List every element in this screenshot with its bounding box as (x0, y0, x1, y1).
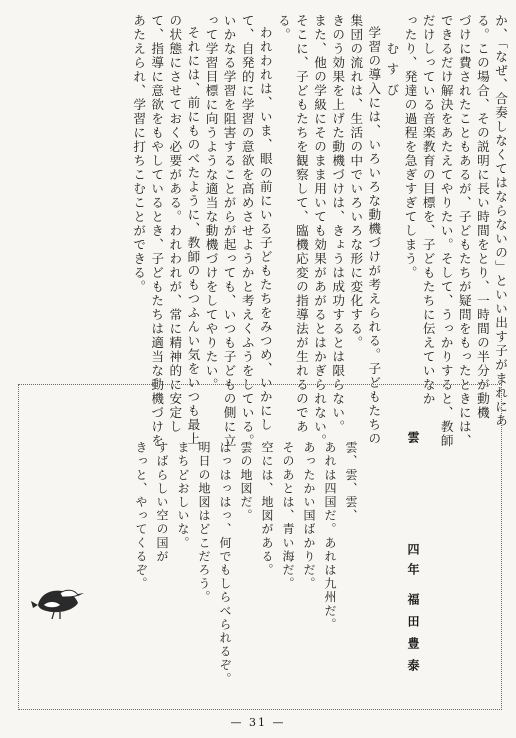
page-number: — 31 — (230, 716, 286, 729)
text-column: って学習目標に向うような適当な動機づけをしてやりたい。 (203, 14, 219, 392)
text-column: て、自発的に学習の意欲を高めさせようかと考えくふうをしている。 (239, 14, 255, 448)
poem-line: すばらしい空の国が (155, 441, 169, 564)
poem-line: そのあとは、青い海だ。 (281, 441, 295, 591)
bird-illustration (30, 575, 86, 623)
text-column: の状態にさせておく必要がある。われわれが、常に精神的に安定し (167, 14, 183, 434)
text-column: る。 (275, 14, 291, 42)
text-column: か、「なぜ、合奏しなくてはならないの」といい出す子がまれにあ (493, 14, 508, 428)
text-column: われわれは、いま、眼の前にいる子どもたちをみつめ、いかにし (257, 26, 273, 432)
text-column: だけしっている音楽教育の目標を、子どもたちに伝えていなか (420, 14, 436, 406)
poem-title: 雲 (406, 431, 420, 443)
text-column: る。この場合、その説明に長い時間をとり、一時間の半分が動機 (474, 14, 490, 420)
text-column: 集団の流れは、生活の中でいろいろな形に変化する。 (348, 14, 364, 350)
poem-lines (135, 441, 357, 691)
text-column: また、他の学級にそのまま用いても効果があがるとはかぎられない。 (312, 14, 328, 448)
text-column: できるだけ解決をあたえてやりたい。そして、うっかりすると、教師 (438, 14, 454, 448)
poem-line: まちどおしいな。 (176, 441, 190, 550)
text-column: ったり、発達の過程を急ぎすぎてしまう。 (402, 14, 418, 280)
poem-line: あったかい国ばかりだ。 (302, 441, 316, 591)
text-column: それには、前にものべたように、教師のもつふんい気をいつも最上 (185, 26, 201, 446)
poem-line: 雲、雲、雲、 (344, 441, 358, 523)
poem-line: 明日の地図はどこだろう。 (197, 441, 211, 605)
text-column: きのう効果を上げた動機づけは、きょうは成功するとは限らない。 (330, 14, 346, 434)
essay-text (16, 14, 508, 448)
text-column: いかなる学習を阻害することがらが起っても、いつも子どもの側に立 (221, 14, 237, 448)
text-column: て、指導に意欲をもやしているとき、子どもたちは適当な動機づけを (149, 14, 165, 448)
poem-grade: 四年 (406, 543, 420, 583)
poem-line: きっと、やってくるぞ。 (134, 441, 148, 591)
poem-author: 福田豊泰 (406, 593, 420, 681)
poem-line: はっはっはっ、何でもしらべられるぞ。 (218, 441, 232, 686)
poem-line: 空には、地図がある。 (260, 441, 274, 577)
text-column: 学習の導入には、いろいろな動機づけが考えられる。子どもたちの (366, 26, 382, 446)
poem-line: あれは四国だ。あれは九州だ。 (323, 441, 337, 632)
section-heading: むすび (384, 42, 400, 104)
text-column: そこに、子どもたちを観察して、臨機応変の指導法が生れるのであ (293, 14, 309, 434)
text-column: づけに費されたこともあるが、子どもたちが疑問をもったときには、 (456, 14, 472, 448)
text-column: あたえられ、学習に打ちこむことができる。 (131, 14, 147, 294)
poem-box (18, 384, 502, 710)
poem-line: 雲の地図だ。 (239, 441, 253, 523)
